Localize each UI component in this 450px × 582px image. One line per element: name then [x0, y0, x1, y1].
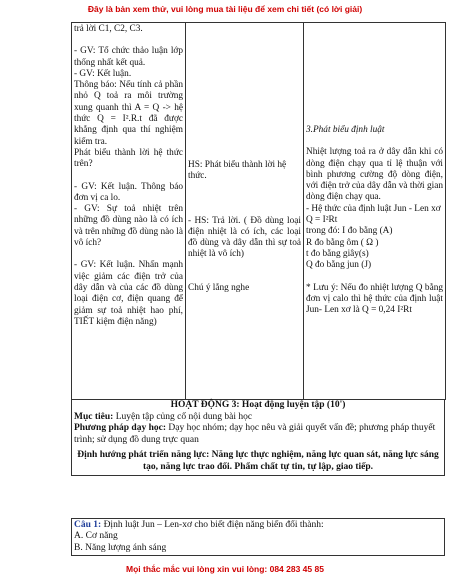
teacher-line: trả lời C1, C2, C3. — [74, 24, 143, 34]
goal-text: Luyện tập củng cố nội dung bài học — [113, 411, 253, 422]
lesson-table — [71, 22, 446, 400]
goal-label: Mục tiêu: — [74, 411, 114, 422]
question-text: Định luật Jun – Len-xơ cho biết điện năng biến đổi thành: — [101, 520, 324, 530]
formula-legend: Q đo bằng jun (J) — [306, 260, 372, 271]
activity-goal — [74, 412, 442, 424]
method-text: Dạy học nhóm; dạy học nêu và giải quyết vấn đề; phương pháp thuyết trình; sử dụng đồ dung trực quan — [74, 423, 436, 445]
student-line: Chú ý lắng nghe — [188, 282, 250, 293]
teacher-line: - GV: Sự toả nhiệt trên những đồ dùng nào là có ích và trên những đồ dùng nào là vô ích? — [74, 204, 183, 249]
teacher-line: - GV: Kết luận. — [74, 68, 132, 79]
content-cell — [304, 23, 446, 400]
student-line: HS: Phát biểu thành lời hệ thức. — [188, 160, 287, 182]
method-label: Phương pháp dạy học: — [74, 423, 167, 433]
teacher-line: Phát biểu thành lời hệ thức trên? — [74, 147, 183, 170]
question-box — [71, 518, 445, 556]
competency-text: Định hướng phát triển năng lực: Năng lực thực nghiệm, năng lực quan sát, năng lực sáng tạo, năng lực trao đổi. Phẩm chất tự tin, tự lập, giao tiếp. — [77, 450, 439, 472]
activity-method — [74, 423, 442, 446]
preview-banner: Đây là bản xem thử, vui lòng mua tài liệu để xem chi tiết (có lời giải) — [87, 4, 363, 14]
activity-heading: HOẠT ĐỘNG 3: Hoạt động luyện tập (10') — [170, 400, 346, 410]
student-line: - HS: Trả lời. ( Đồ dùng loại điện nhiệt là có ích, các loại đồ dùng và dây dẫn thì sự toả nhiệt là vô ích) — [188, 215, 301, 260]
student-activity-cell — [186, 23, 304, 400]
teacher-activity-cell — [72, 23, 186, 400]
teacher-line: - GV: Tổ chức thảo luận lớp thống nhất kết quả. — [74, 46, 183, 68]
content-title: 3.Phát biểu định luật — [306, 125, 385, 135]
formula-legend: t đo bằng giây(s) — [306, 248, 369, 259]
content-note: * Lưu ý: Nếu đo nhiệt lượng Q bằng đơn vị calo thì hệ thức của định luật Jun- Len xơ là Q = 0,24 I²Rt — [306, 282, 443, 316]
formula-legend: trong đó: I đo bằng (A) — [306, 226, 393, 237]
answer-option-b: B. Năng lượng ánh sáng — [74, 542, 167, 553]
formula: Q = I²Rt — [306, 215, 338, 226]
content-line: - Hệ thức của định luật Jun - Len xơ — [306, 203, 441, 214]
answer-option-a: A. Cơ năng — [74, 531, 118, 542]
teacher-line: - GV: Kết luận. Thông báo đơn vị ca lo. — [74, 181, 183, 203]
question-label: Câu 1: — [74, 520, 102, 530]
content-line: Nhiệt lượng toả ra ở dây dẫn khi có dòng điện chạy qua tỉ lệ thuận với bình phương cường độ dòng điện, với điện trở của dây dẫn và thời gian dòng điện chạy qua. — [306, 147, 443, 203]
activity-section — [71, 399, 445, 476]
formula-legend: R đo bằng ôm ( Ω ) — [306, 237, 379, 248]
teacher-line: Thông báo: Nếu tính cả phần nhỏ Q toả ra môi trường xung quanh thì A = Q -> hệ thức Q = I².R.t đã được khẳng định qua thí nghiệm kiểm tra. — [74, 80, 183, 147]
teacher-line: - GV: Kết luận. Nhấn mạnh việc giảm các điện trở của dây dẫn và của các đồ dùng loại điện cơ, điện quang để giảm sự toả nhiệt hao phí, TIẾT kiệm điện năng) — [74, 260, 183, 327]
question-stem — [74, 520, 442, 531]
contact-banner: Mọi thắc mắc vui lòng xin vui lòng: 084 283 45 85 — [126, 564, 324, 574]
